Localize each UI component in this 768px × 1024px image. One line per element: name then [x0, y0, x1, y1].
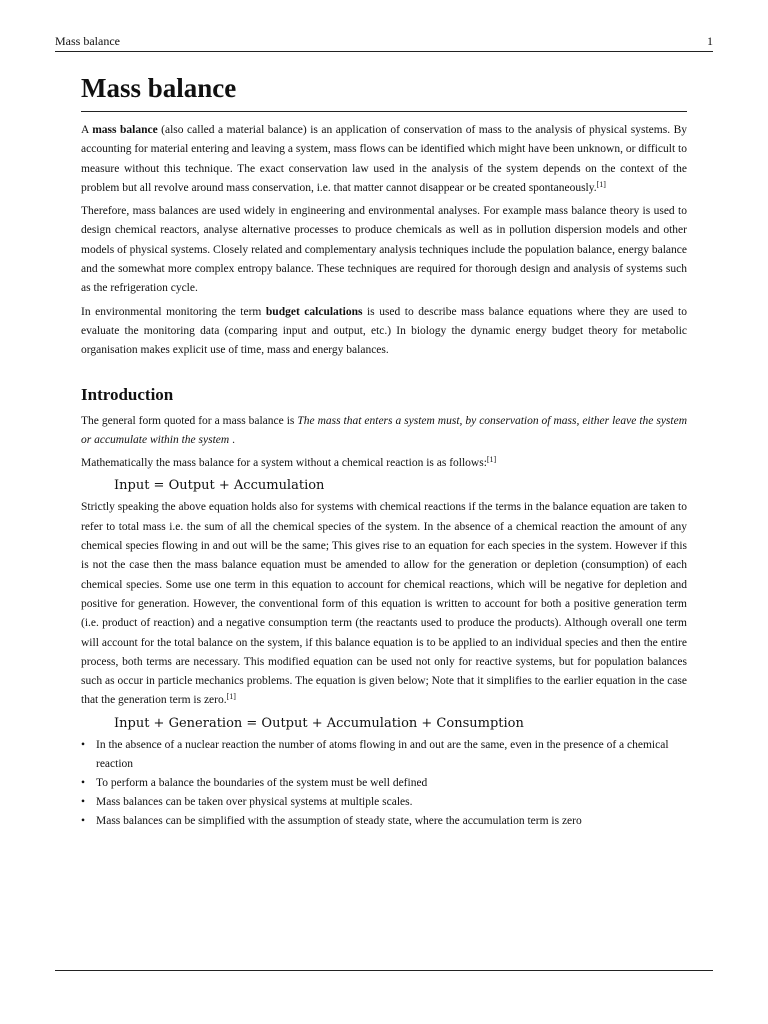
paragraph-mathematically	[81, 454, 687, 473]
term-budget-calculations: budget calculations	[265, 305, 363, 318]
text-run: Strictly speaking the above equation holds also for systems with chemical reactions if the terms in the balance equation are taken to refer to total mass i.e. the sum of all the chemical species of the system. In the absence of a chemical reaction the amount of any chemical species flowing in and out will be the same; This gives rise to an equation for each species in the system. However if this is not the case then the mass balance equation must be amended to allow for the generation or depletion (consumption) of each chemical species. Some use one term in this equation to account for chemical reactions, which will be negative for depletion and positive for generation. However, the conventional form of this equation is written to account for both a positive generation term (i.e. product of reaction) and a negative consumption term (the reactants used to produce the products). Although overall one term will account for the total balance on the system, if this balance equation is to be applied to an individual species and then the entire process, both terms are necessary. This modified equation can be used not only for reactive systems, but for population balances such as occur in particle mechanics problems. The equation is given below; Note that it simplifies to the earlier equation in the case that the generation term is zero.	[81, 501, 687, 707]
quote-italic: The mass that enters a system must, by conservation of mass, either leave the system or accumulate within the system	[81, 414, 687, 446]
citation-link[interactable]: [1]	[486, 455, 497, 465]
paragraph-applications: Therefore, mass balances are used widely in engineering and environmental analyses. For example mass balance theory is used to design chemical reactors, analyse alternative processes to produce chemicals as well as in pollution dispersion models and other models of physical systems. Closely related and complementary analysis techniques include the population balance, energy balance and the somewhat more complex entropy balance. These techniques are required for thorough design and analysis of systems such as the refrigeration cycle.	[81, 205, 687, 295]
list-item: • In the absence of a nuclear reaction the number of atoms flowing in and out are the same, even in the presence of a chemical reaction	[96, 736, 687, 774]
list-item: • Mass balances can be simplified with the assumption of steady state, where the accumulation term is zero	[96, 812, 687, 831]
article-body	[81, 70, 687, 831]
text-run: A	[81, 124, 93, 136]
paragraph-budget	[81, 303, 687, 361]
page-number: 1	[707, 34, 713, 48]
text-run: The general form quoted for a mass balance is	[81, 414, 298, 427]
term-mass-balance: mass balance	[92, 124, 158, 136]
citation-link[interactable]: [1]	[596, 179, 606, 189]
page-title: Mass balance	[81, 70, 687, 112]
paragraph-definition	[81, 121, 687, 198]
citation-link[interactable]: [1]	[226, 692, 236, 702]
text-run: Mathematically the mass balance for a system without a chemical reaction is as follows:	[81, 457, 487, 470]
section-heading-introduction: Introduction	[81, 384, 174, 404]
equation-basic: Input = Output + Accumulation	[114, 478, 325, 494]
text-run: .	[229, 433, 235, 446]
footer-divider	[55, 970, 713, 971]
running-title: Mass balance	[55, 34, 120, 48]
list-item: • To perform a balance the boundaries of the system must be well defined	[96, 774, 687, 793]
text-run: is used to describe mass balance equations where they are used to evaluate the monitoring data (comparing input and output, etc.) In biology the dynamic energy budget theory for metabolic organisation makes explicit use of time, mass and energy balances.	[81, 305, 687, 357]
text-run: (also called a material balance) is an application of conservation of mass to the analysis of physical systems. By accounting for material entering and leaving a system, mass flows can be identified which might have been unknown, or difficult to measure without this technique. The exact conservation law used in the analysis of the system depends on the context of the problem but all revolve around mass conservation, i.e. that matter cannot disappear or be created spontaneously.	[81, 124, 687, 194]
running-header	[55, 34, 713, 52]
list-item: • Mass balances can be taken over physical systems at multiple scales.	[96, 793, 687, 812]
paragraph-general-form	[81, 412, 687, 451]
paragraph-strictly-speaking	[81, 498, 687, 710]
equation-generation: Input + Generation = Output + Accumulation + Consumption	[114, 715, 524, 731]
text-run: In environmental monitoring the term	[81, 305, 266, 318]
bullet-list	[81, 736, 687, 831]
